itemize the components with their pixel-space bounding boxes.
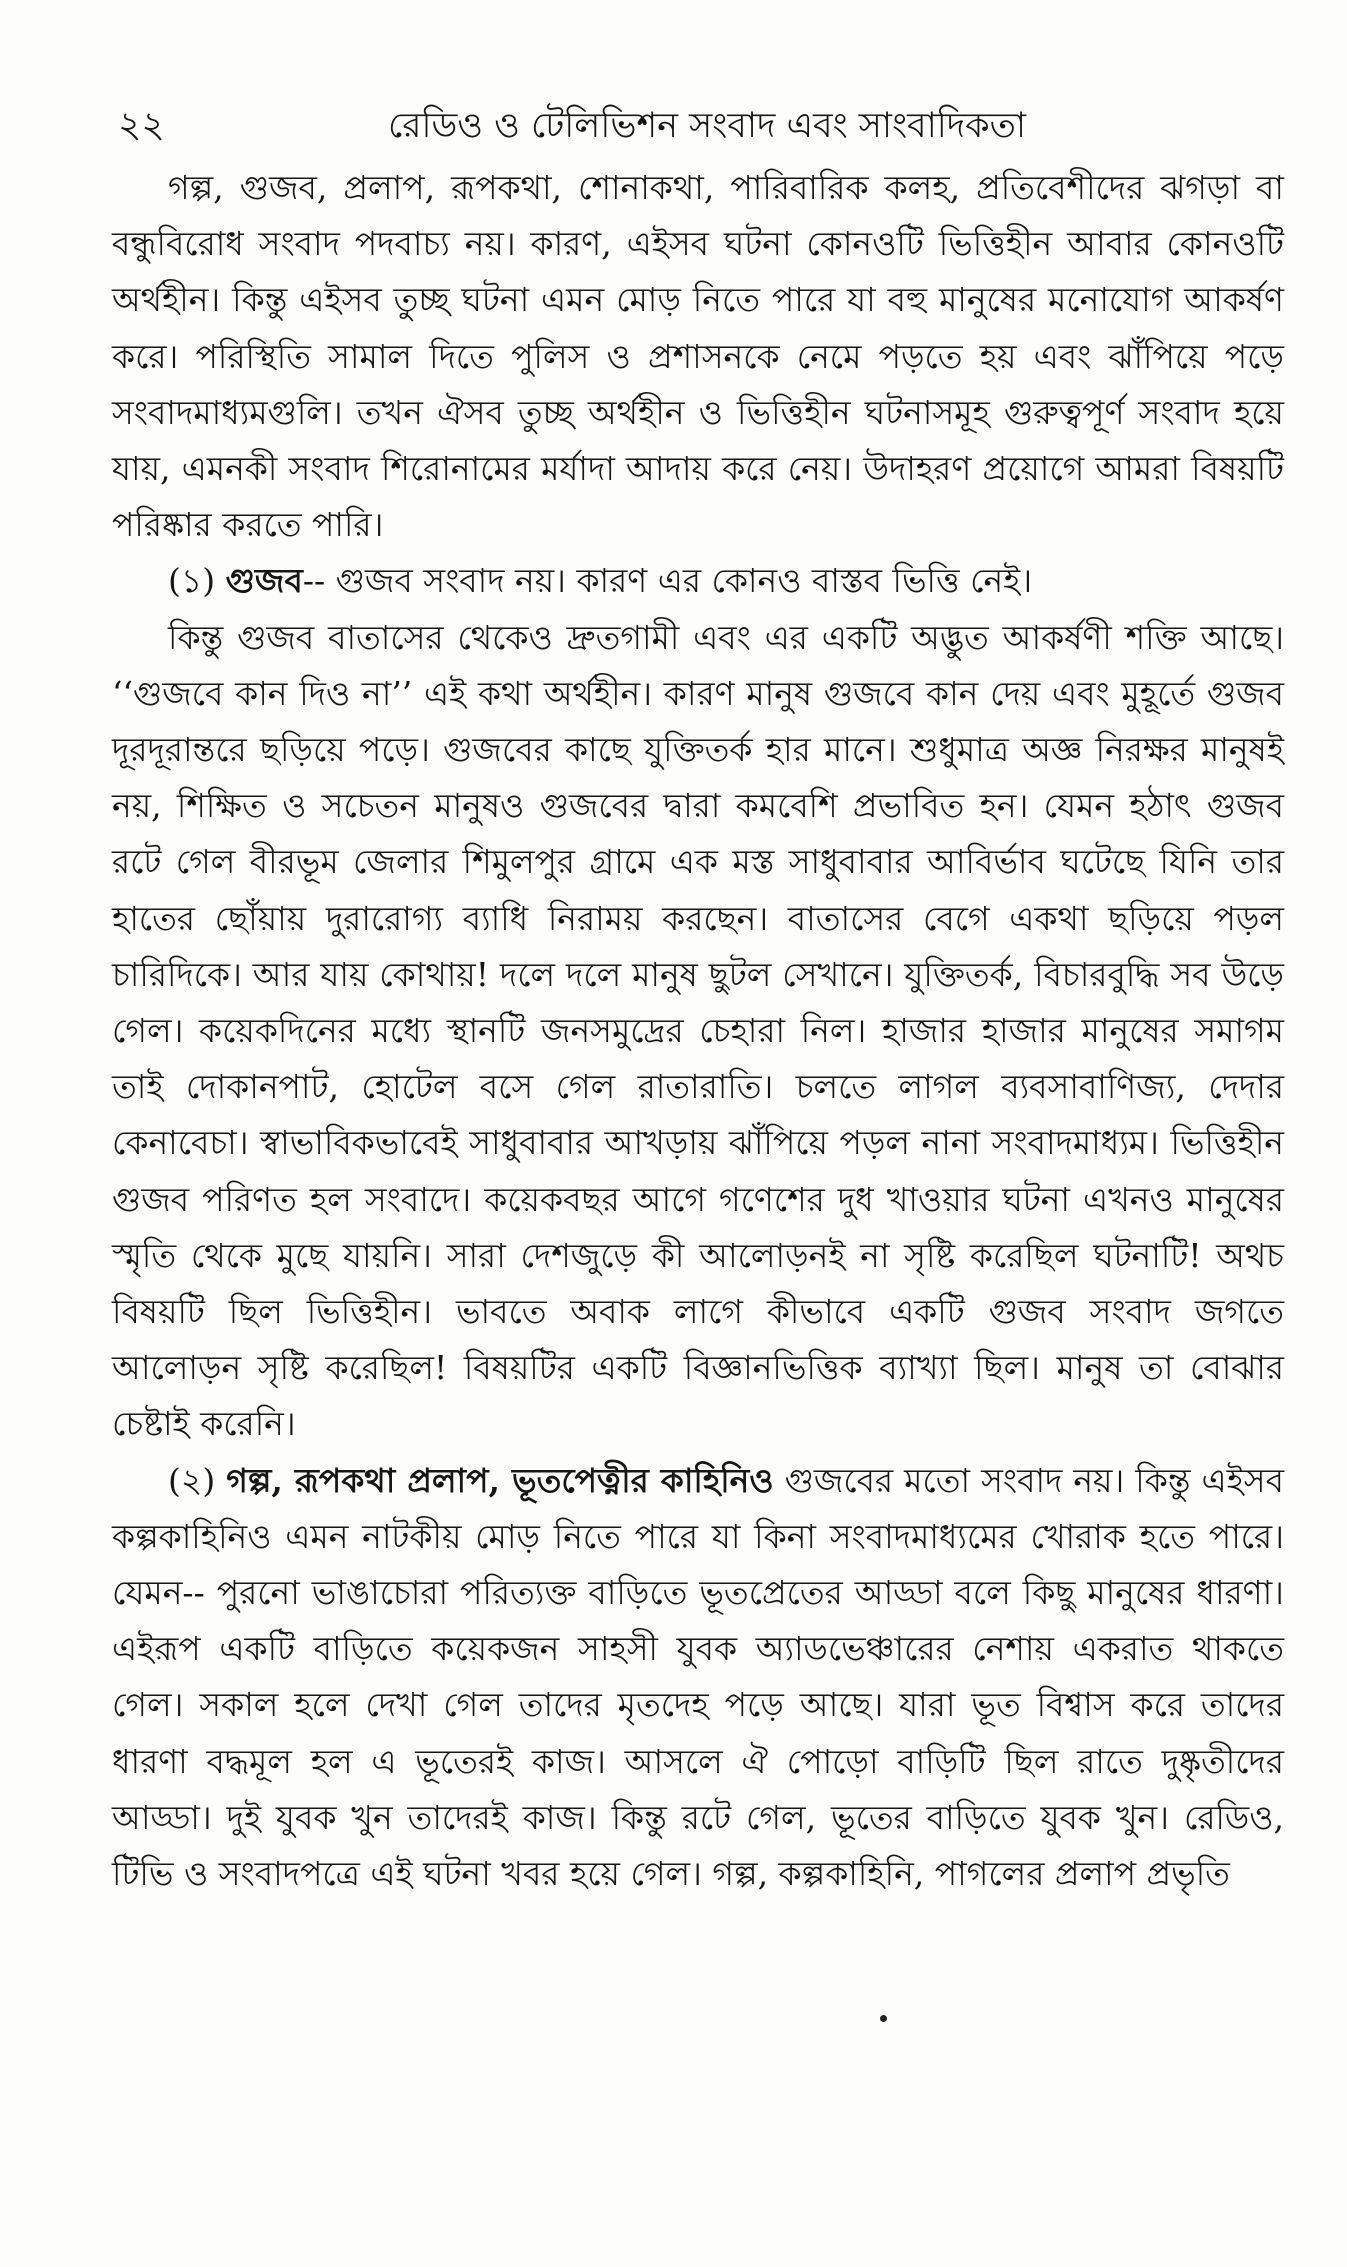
paragraph-rumor-heading [112,553,1284,609]
item-number: (২) [168,1460,227,1500]
ink-speck [880,2015,887,2022]
running-title: রেডিও ও টেলিভিশন সংবাদ এবং সাংবাদিকতা [388,106,1027,146]
paragraph-text: -- গুজব সংবাদ নয়। কারণ এর কোনও বাস্তব ভিত্তি নেই। [302,561,1033,601]
bold-term-rumor: গুজব [225,561,303,601]
paragraph-intro: গল্প, গুজব, প্রলাপ, রূপকথা, শোনাকথা, পারিবারিক কলহ, প্রতিবেশীদের ঝগড়া বা বন্ধুবিরোধ সংবাদ পদবাচ্য নয়। কারণ, এইসব ঘটনা কোনওটি ভিত্তিহীন আবার কোনওটি অর্থহীন। কিন্তু এইসব তুচ্ছ ঘটনা এমন মোড় নিতে পারে যা বহু মানুষের মনোযোগ আকর্ষণ করে। পরিস্থিতি সামাল দিতে পুলিস ও প্রশাসনকে নেমে পড়তে হয় এবং ঝাঁপিয়ে পড়ে সংবাদমাধ্যমগুলি। তখন ঐসব তুচ্ছ অর্থহীন ও ভিত্তিহীন ঘটনাসমূহ গুরুত্বপূর্ণ সংবাদ হয়ে যায়, এমনকী সংবাদ শিরোনামের মর্যাদা আদায় করে নেয়। উদাহরণ প্রয়োগে আমরা বিষয়টি পরিষ্কার করতে পারি। [112,168,1284,545]
item-number: (১) [168,561,226,601]
paragraph-rumor-example: কিন্তু গুজব বাতাসের থেকেও দ্রুতগামী এবং এর একটি অদ্ভুত আকর্ষণী শক্তি আছে। ‘‘গুজবে কান দিও না’’ এই কথা অর্থহীন। কারণ মানুষ গুজবে কান দেয় এবং মুহূর্তে গুজব দূরদূরান্তরে ছড়িয়ে পড়ে। গুজবের কাছে যুক্তিতর্ক হার মানে। শুধুমাত্র অজ্ঞ নিরক্ষর মানুষই নয়, শিক্ষিত ও সচেতন মানুষও গুজবের দ্বারা কমবেশি প্রভাবিত হন। যেমন হঠাৎ গুজব রটে গেল বীরভূম জেলার শিমুলপুর গ্রামে এক মস্ত সাধুবাবার আবির্ভাব ঘটেছে যিনি তার হাতের ছোঁয়ায় দুরারোগ্য ব্যাধি নিরাময় করছেন। বাতাসের বেগে একথা ছড়িয়ে পড়ল চারিদিকে। আর যায় কোথায়! দলে দলে মানুষ ছুটল সেখানে। যুক্তিতর্ক, বিচারবুদ্ধি সব উড়ে গেল। কয়েকদিনের মধ্যে স্থানটি জনসমুদ্রের চেহারা নিল। হাজার হাজার মানুষের সমাগম তাই দোকানপাট, হোটেল বসে গেল রাতারাতি। চলতে লাগল ব্যবসাবাণিজ্য, দেদার কেনাবেচা। স্বাভাবিকভাবেই সাধুবাবার আখড়ায় ঝাঁপিয়ে পড়ল নানা সংবাদমাধ্যম। ভিত্তিহীন গুজব পরিণত হল সংবাদে। কয়েকবছর আগে গণেশের দুধ খাওয়ার ঘটনা এখনও মানুষের স্মৃতি থেকে মুছে যায়নি। সারা দেশজুড়ে কী আলোড়নই না সৃষ্টি করেছিল ঘটনাটি! অথচ বিষয়টি ছিল ভিত্তিহীন। ভাবতে অবাক লাগে কীভাবে একটি গুজব সংবাদ জগতে আলোড়ন সৃষ্টি করেছিল! বিষয়টির একটি বিজ্ঞানভিত্তিক ব্যাখ্যা ছিল। মানুষ তা বোঝার চেষ্টাই করেনি। [112,617,1284,1444]
page-header [118,96,1298,156]
page-number: ২২ [118,105,165,146]
paragraph-text: গুজবের মতো সংবাদ নয়। কিন্তু এইসব কল্পকাহিনিও এমন নাটকীয় মোড় নিতে পারে যা কিনা সংবাদমাধ্যমের খোরাক হতে পারে। যেমন-- পুরনো ভাঙাচোরা পরিত্যক্ত বাড়িতে ভূতপ্রেতের আড্ডা বলে কিছু মানুষের ধারণা। এইরূপ একটি বাড়িতে কয়েকজন সাহসী যুবক অ্যাডভেঞ্চারের নেশায় একরাত থাকতে গেল। সকাল হলে দেখা গেল তাদের মৃতদেহ পড়ে আছে। যারা ভূত বিশ্বাস করে তাদের ধারণা বদ্ধমূল হল এ ভূতেরই কাজ। আসলে ঐ পোড়ো বাড়িটি ছিল রাতে দুষ্কৃতীদের আড্ডা। দুই যুবক খুন তাদেরই কাজ। কিন্তু রটে গেল, ভূতের বাড়িতে যুবক খুন। রেডিও, টিভি ও সংবাদপত্রে এই ঘটনা খবর হয়ে গেল। গল্প, কল্পকাহিনি, পাগলের প্রলাপ প্রভৃতি [112,1460,1284,1894]
paragraph-folklore [112,1453,1284,1903]
bold-term-folklore: গল্প, রূপকথা প্রলাপ, ভূতপেত্নীর কাহিনিও [226,1460,774,1500]
body-text [112,160,1284,1902]
